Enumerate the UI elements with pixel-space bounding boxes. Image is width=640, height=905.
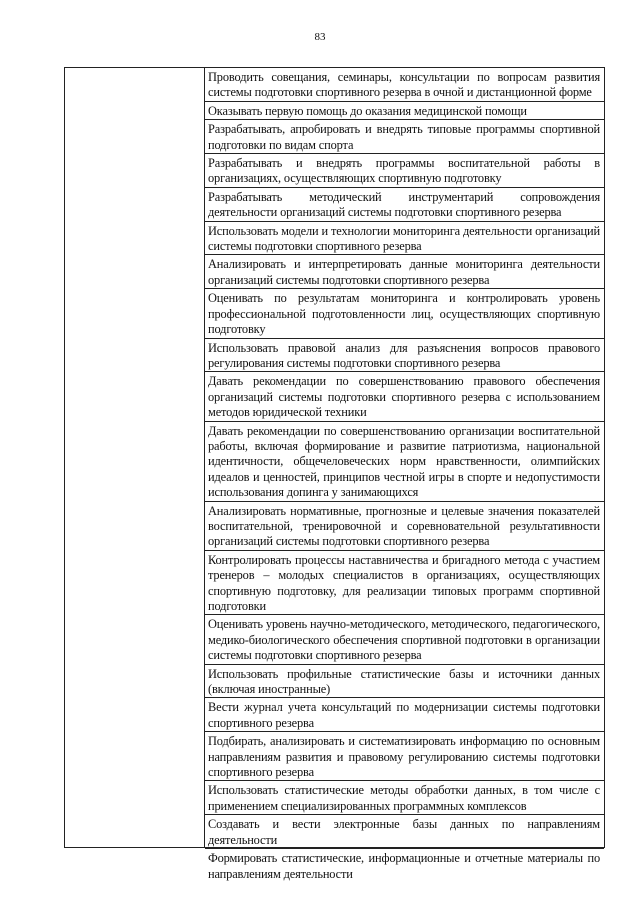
table-row: Оказывать первую помощь до оказания медицинской помощи: [205, 102, 604, 120]
table-row: Разрабатывать методический инструментарий сопровождения деятельности организаций системы подготовки спортивного резерва: [205, 188, 604, 222]
table-row: Оценивать уровень научно-методического, методического, педагогического, медико-биологического обеспечения спортивной подготовки в организации системы подготовки спортивного резерва: [205, 615, 604, 664]
table-row: Анализировать и интерпретировать данные мониторинга деятельности организаций системы подготовки спортивного резерва: [205, 255, 604, 289]
table-row: Вести журнал учета консультаций по модернизации системы подготовки спортивного резерва: [205, 698, 604, 732]
task-table: [64, 67, 605, 881]
table-row: Использовать правовой анализ для разъяснения вопросов правового регулирования системы подготовки спортивного резерва: [205, 339, 604, 373]
table-row: Использовать статистические методы обработки данных, в том числе с применением специализированных программных комплексов: [205, 781, 604, 815]
table-left-column-empty: [65, 68, 205, 847]
table-row: Давать рекомендации по совершенствованию организации воспитательной работы, включая формирование и развитие патриотизма, национальной идентичности, общечеловеческих норм нравственности, олимпийских идеалов и ценностей, принципов честной игры в спорте и недопустимости использования допинга у занимающихся: [205, 422, 604, 502]
table-row: Использовать модели и технологии мониторинга деятельности организаций системы подготовки спортивного резерва: [205, 222, 604, 256]
table-row: Оценивать по результатам мониторинга и контролировать уровень профессиональной подготовленности лиц, осуществляющих спортивную подготовку: [205, 289, 604, 338]
table-row: Давать рекомендации по совершенствованию правового обеспечения организаций системы подготовки спортивного резерва с использованием методов юридической техники: [205, 372, 604, 421]
table-row: Создавать и вести электронные базы данных по направлениям деятельности: [205, 815, 604, 849]
page-number: 83: [314, 31, 326, 43]
table-row: Формировать статистические, информационные и отчетные материалы по направлениям деятельности: [208, 851, 600, 881]
table-row: Анализировать нормативные, прогнозные и целевые значения показателей воспитательной, тренировочной и соревновательной результативности организаций системы подготовки спортивного резерва: [205, 502, 604, 551]
table-row: Разрабатывать и внедрять программы воспитательной работы в организациях, осуществляющих спортивную подготовку: [205, 154, 604, 188]
task-list: [205, 68, 604, 881]
table-row: Подбирать, анализировать и систематизировать информацию по основным направлениям развития и правовому регулированию системы подготовки спортивного резерва: [205, 732, 604, 781]
table-row: Использовать профильные статистические базы и источники данных (включая иностранные): [205, 665, 604, 699]
table-row: Контролировать процессы наставничества и бригадного метода с участием тренеров – молодых специалистов в организациях, осуществляющих спортивную подготовку, для реализации типовых программ спортивной подготовки: [205, 551, 604, 616]
table-row: Проводить совещания, семинары, консультации по вопросам развития системы подготовки спортивного резерва в очной и дистанционной форме: [205, 68, 604, 102]
table-row: Разрабатывать, апробировать и внедрять типовые программы спортивной подготовки по видам спорта: [205, 120, 604, 154]
